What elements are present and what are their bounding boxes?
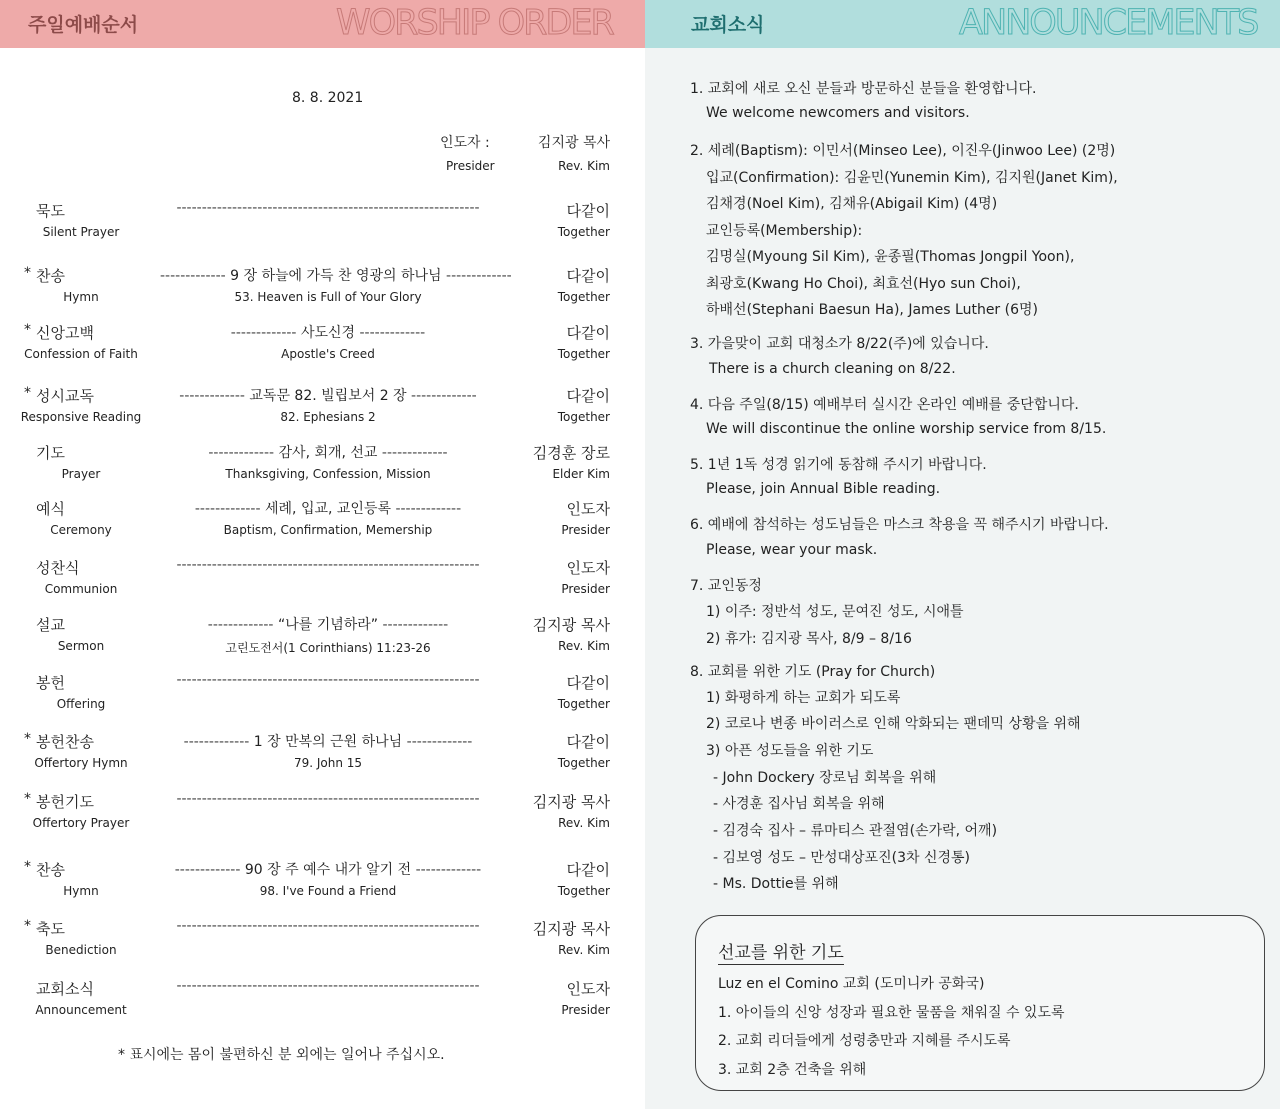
order-item-title-en: Hymn: [63, 290, 99, 304]
order-item-detail: ------------- 세례, 입교, 교인등록 -------------: [194, 501, 462, 517]
presider-label-ko: 인도자 :: [440, 135, 490, 151]
order-item-title: 예식: [36, 500, 65, 518]
announcement-line: There is a church cleaning on 8/22.: [709, 361, 956, 377]
order-item-title-en: Communion: [44, 582, 118, 596]
order-item-leader: 인도자: [566, 559, 610, 577]
order-item-leader-en: Rev. Kim: [558, 943, 610, 957]
order-item-title-en: Confession of Faith: [24, 347, 138, 361]
stand-marker: *: [24, 731, 31, 747]
order-item-detail: ------------------------------------------------------------: [176, 791, 480, 807]
order-item-leader-en: Rev. Kim: [558, 816, 610, 830]
order-item-leader: 김경훈 장로: [532, 444, 610, 462]
order-item-leader-en: Together: [557, 290, 610, 304]
header-title-en: ANNOUNCEMENTS: [959, 3, 1258, 43]
order-item-title: 묵도: [36, 202, 65, 220]
presider-name-en: Rev. Kim: [558, 159, 610, 173]
order-item-title-en: Silent Prayer: [42, 225, 120, 239]
order-item-title-en: Prayer: [61, 467, 101, 481]
order-item-title-en: Hymn: [63, 884, 99, 898]
order-item-detail: ------------- 감사, 회개, 선교 -------------: [208, 445, 448, 461]
order-item-leader-en: Together: [557, 410, 610, 424]
order-item-leader-en: Presider: [561, 523, 610, 537]
worship-order-header: [0, 0, 645, 48]
announcement-line: - 김보영 성도 – 만성대상포진(3차 신경통): [713, 850, 970, 866]
order-item: [0, 200, 645, 248]
order-item-detail-en: Apostle's Creed: [281, 347, 375, 361]
order-item-title-en: Responsive Reading: [20, 410, 142, 424]
order-item: [0, 918, 645, 966]
order-item-leader: 인도자: [566, 980, 610, 998]
order-item: [0, 672, 645, 720]
order-item: [0, 265, 645, 313]
order-item-leader: 다같이: [566, 733, 610, 751]
order-item-leader: 다같이: [566, 267, 610, 285]
order-item-detail: ------------------------------------------------------------: [176, 672, 480, 688]
announcement-line: 2) 코로나 변종 바이러스로 인해 악화되는 팬데믹 상황을 위해: [706, 716, 1081, 732]
header-title-ko: 교회소식: [691, 14, 765, 36]
presider-name-ko: 김지광 목사: [537, 135, 610, 151]
order-item-leader: 김지광 목사: [532, 616, 610, 634]
order-item-leader-en: Elder Kim: [552, 467, 610, 481]
order-item-leader-en: Together: [557, 225, 610, 239]
order-item: [0, 614, 645, 662]
announcement-line: 8. 교회를 위한 기도 (Pray for Church): [690, 664, 936, 680]
order-item-leader-en: Together: [557, 347, 610, 361]
service-date: 8. 8. 2021: [292, 90, 364, 106]
order-item-detail: ------------- “나를 기념하라” -------------: [207, 617, 449, 633]
order-item-detail-en: 82. Ephesians 2: [280, 410, 376, 424]
announcement-line: 하배선(Stephani Baesun Ha), James Luther (6명): [706, 302, 1038, 318]
announcement-line: 최광호(Kwang Ho Choi), 최효선(Hyo sun Choi),: [706, 276, 1021, 292]
order-item-detail: ------------- 교독문 82. 빌립보서 2 장 -------------: [179, 388, 477, 404]
order-item-title-en: Offering: [56, 697, 106, 711]
mission-subtitle: Luz en el Comino 교회 (도미니카 공화국): [718, 976, 985, 992]
order-item-detail-en: Thanksgiving, Confession, Mission: [225, 467, 431, 481]
order-item-leader-en: Together: [557, 756, 610, 770]
order-item-title: 기도: [36, 444, 65, 462]
order-item-title-en: Announcement: [35, 1003, 127, 1017]
announcement-line: 김채경(Noel Kim), 김채유(Abigail Kim) (4명): [706, 196, 998, 212]
order-item-detail: ------------------------------------------------------------: [176, 557, 480, 573]
announcement-line: - 김경숙 집사 – 류마티스 관절염(손가락, 어깨): [713, 823, 998, 839]
stand-marker: *: [24, 265, 31, 281]
order-item-title: 성시교독: [36, 387, 94, 405]
order-item: [0, 557, 645, 605]
order-item: [0, 442, 645, 490]
order-item-title: 찬송: [36, 861, 65, 879]
order-item-detail-en: Baptism, Confirmation, Memership: [223, 523, 433, 537]
announcement-line: 5. 1년 1독 성경 읽기에 동참해 주시기 바랍니다.: [690, 457, 987, 473]
order-item: [0, 322, 645, 370]
order-item-title: 교회소식: [36, 980, 94, 998]
order-item-detail-en: 53. Heaven is Full of Your Glory: [234, 290, 422, 304]
mission-item: 1. 아이들의 신앙 성장과 필요한 물품을 채워질 수 있도록: [718, 1005, 1065, 1021]
announcement-line: 2. 세례(Baptism): 이민서(Minseo Lee), 이진우(Jinwoo Lee) (2명): [690, 143, 1116, 159]
order-item-leader: 다같이: [566, 202, 610, 220]
order-item-leader: 다같이: [566, 861, 610, 879]
order-item-leader-en: Together: [557, 697, 610, 711]
order-item-title: 설교: [36, 616, 65, 634]
order-item-detail: ------------- 1 장 만복의 근원 하나님 -------------: [183, 734, 473, 750]
stand-marker: *: [24, 385, 31, 401]
order-item-title: 찬송: [36, 267, 65, 285]
order-item-detail-en: 고린도전서(1 Corinthians) 11:23-26: [225, 641, 431, 655]
announcement-line: We welcome newcomers and visitors.: [706, 105, 970, 121]
announcement-line: 1. 교회에 새로 오신 분들과 방문하신 분들을 환영합니다.: [690, 81, 1037, 97]
order-item-detail: ------------- 90 장 주 예수 내가 알기 전 -------------: [174, 862, 482, 878]
order-item-detail-en: 79. John 15: [293, 756, 363, 770]
announcement-line: 3. 가을맞이 교회 대청소가 8/22(주)에 있습니다.: [690, 336, 989, 352]
order-item-leader-en: Presider: [561, 1003, 610, 1017]
order-item-title: 봉헌찬송: [36, 733, 94, 751]
mission-item: 3. 교회 2층 건축을 위해: [718, 1062, 867, 1078]
mission-title: 선교를 위한 기도: [718, 938, 844, 965]
order-item-title: 신앙고백: [36, 324, 94, 342]
order-item-leader-en: Rev. Kim: [558, 639, 610, 653]
announcement-line: - Ms. Dottie를 위해: [713, 876, 839, 892]
announcement-line: 6. 예배에 참석하는 성도님들은 마스크 착용을 꼭 해주시기 바랍니다.: [690, 517, 1109, 533]
announcement-line: 7. 교인동정: [690, 578, 762, 594]
order-item: [0, 498, 645, 546]
header-title-ko: 주일예배순서: [28, 14, 139, 36]
announcement-line: 1) 이주: 정반석 성도, 문여진 성도, 시애틀: [706, 604, 964, 620]
order-item-leader: 다같이: [566, 674, 610, 692]
announcement-line: Please, join Annual Bible reading.: [706, 481, 941, 497]
order-item-title: 성찬식: [36, 559, 80, 577]
order-item-detail-en: 98. I've Found a Friend: [259, 884, 397, 898]
order-item-leader: 인도자: [566, 500, 610, 518]
mission-item: 2. 교회 리더들에게 성령충만과 지혜를 주시도록: [718, 1033, 1011, 1049]
announcements-panel: [645, 0, 1280, 1109]
announcement-line: 교인등록(Membership):: [706, 223, 863, 239]
order-item-leader: 김지광 목사: [532, 793, 610, 811]
order-item-title: 봉헌: [36, 674, 65, 692]
order-item-leader: 다같이: [566, 387, 610, 405]
announcement-line: 김명실(Myoung Sil Kim), 윤종필(Thomas Jongpil Yoon),: [706, 249, 1075, 265]
footnote: * 표시에는 몸이 불편하신 분 외에는 일어나 주십시오.: [118, 1047, 445, 1063]
announcement-line: 3) 아픈 성도들을 위한 기도: [706, 743, 874, 759]
order-item-leader: 김지광 목사: [532, 920, 610, 938]
order-item-detail: ------------------------------------------------------------: [176, 978, 480, 994]
stand-marker: *: [24, 918, 31, 934]
announcements-header: [645, 0, 1280, 48]
announcement-line: We will discontinue the online worship service from 8/15.: [706, 421, 1107, 437]
announcement-line: - John Dockery 장로님 회복을 위해: [713, 770, 937, 786]
announcement-line: 2) 휴가: 김지광 목사, 8/9 – 8/16: [706, 631, 912, 647]
order-item-title-en: Ceremony: [50, 523, 112, 537]
order-item-title: 봉헌기도: [36, 793, 94, 811]
order-item: [0, 859, 645, 907]
order-item-detail: ------------- 사도신경 -------------: [230, 325, 426, 341]
mission-prayer-box: [695, 915, 1265, 1091]
order-item: [0, 731, 645, 779]
order-item-leader-en: Together: [557, 884, 610, 898]
order-item-detail: ------------------------------------------------------------: [176, 918, 480, 934]
order-item-title-en: Offertory Prayer: [32, 816, 130, 830]
order-item-title: 축도: [36, 920, 65, 938]
announcement-line: Please, wear your mask.: [706, 542, 878, 558]
stand-marker: *: [24, 322, 31, 338]
order-item: [0, 791, 645, 839]
order-item-title-en: Sermon: [57, 639, 105, 653]
announcement-line: 1) 화평하게 하는 교회가 되도록: [706, 690, 901, 706]
announcement-line: 4. 다음 주일(8/15) 예배부터 실시간 온라인 예배를 중단합니다.: [690, 397, 1079, 413]
order-item-title-en: Offertory Hymn: [34, 756, 128, 770]
order-item: [0, 385, 645, 433]
stand-marker: *: [24, 859, 31, 875]
order-item: [0, 978, 645, 1026]
order-item-detail: ------------------------------------------------------------: [176, 200, 480, 216]
order-item-leader-en: Presider: [561, 582, 610, 596]
order-item-detail: ------------- 9 장 하늘에 가득 찬 영광의 하나님 -------------: [160, 268, 512, 284]
header-title-en: WORSHIP ORDER: [336, 3, 613, 43]
announcement-line: 입교(Confirmation): 김윤민(Yunemin Kim), 김지원(Janet Kim),: [706, 170, 1118, 186]
presider-label-en: Presider: [446, 159, 495, 173]
order-item-leader: 다같이: [566, 324, 610, 342]
stand-marker: *: [24, 791, 31, 807]
announcement-line: - 사경훈 집사님 회복을 위해: [713, 796, 885, 812]
order-item-title-en: Benediction: [45, 943, 117, 957]
